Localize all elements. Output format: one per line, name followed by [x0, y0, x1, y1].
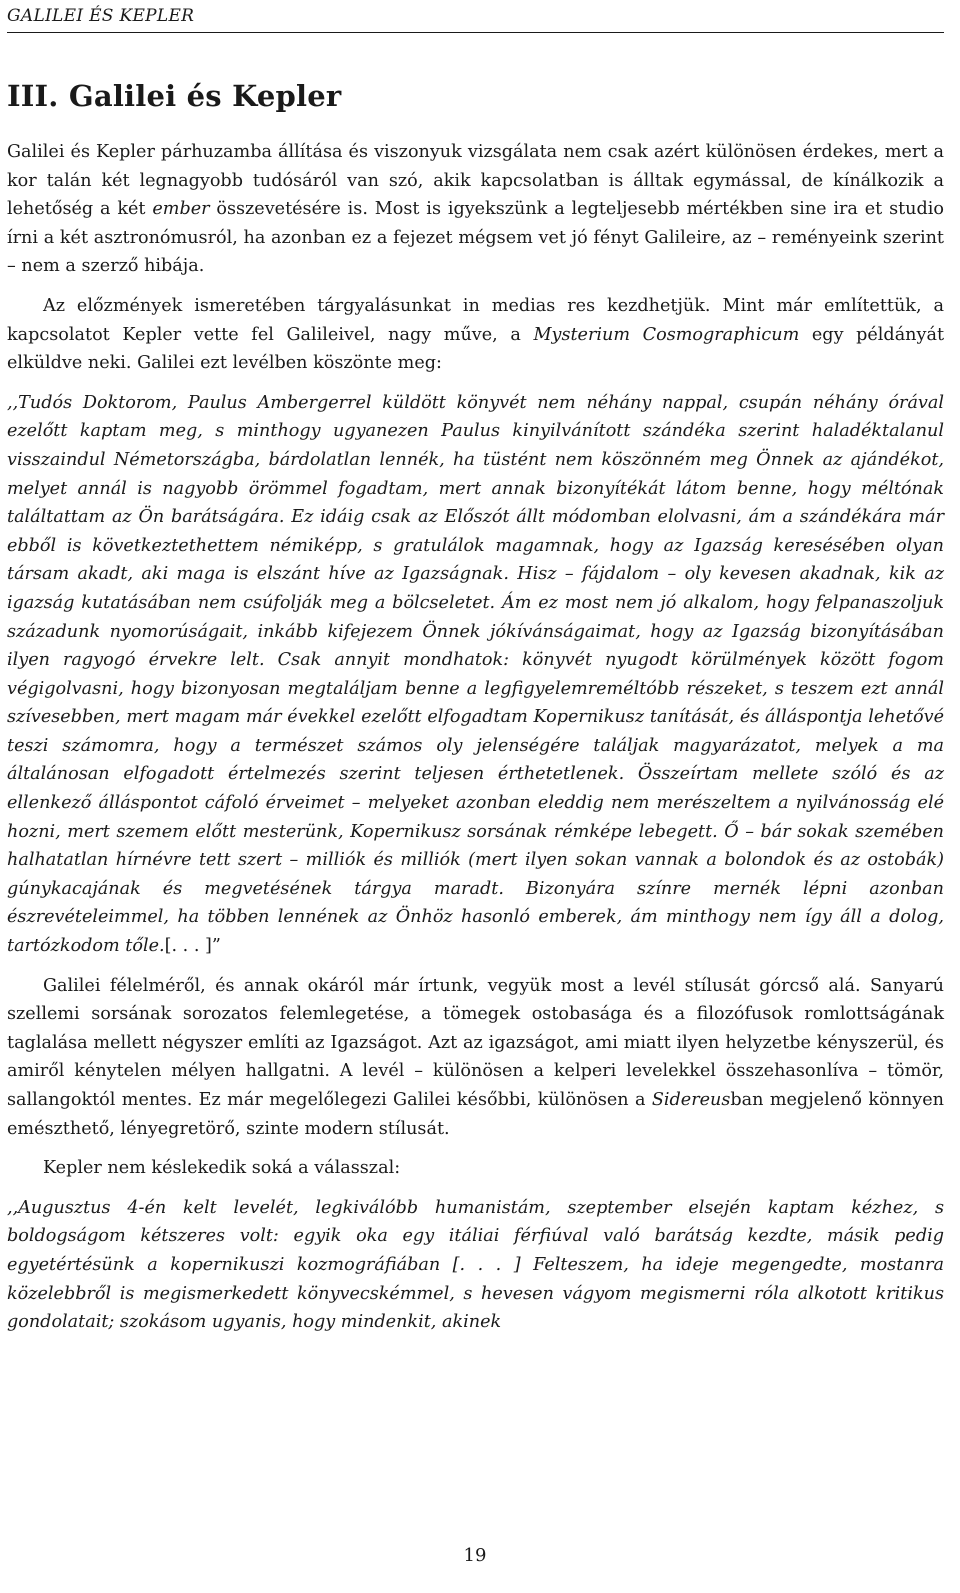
book-title-mysterium: Mysterium Cosmographicum: [533, 324, 800, 345]
body-text: [7, 138, 944, 1348]
page-number: 19: [463, 1545, 487, 1566]
running-title: GALILEI ÉS KEPLER: [7, 6, 195, 26]
quote-ellipsis: [. . . ]”: [164, 936, 221, 957]
running-header: [7, 6, 944, 33]
kepler-letter-quote: ,,Augusztus 4-én kelt levelét, legkiválóbb humanistám, szeptember elsején kaptam kézhez, s boldogságom kétszeres volt: egyik oka egy itáliai férfiúval való barátság kezdte, másik pedig egyetértésünk a kopernikuszi kozmográfiában [. . . ] Felteszem, ha ideje megengedte, mostanra közelebbről is megismerkedett könyvecskémmel, s hevesen vágyom megismerni róla alkotott kritikus gondolatait; szokásom ugyanis, hogy mindenkit, akinek: [7, 1197, 944, 1333]
emphasis-ember: ember: [152, 199, 210, 220]
paragraph-intro: Galilei és Kepler párhuzamba állítása és viszonyuk vizsgálata nem csak azért különösen érdekes, mert a kor talán két legnagyobb tudósáról van szó, akik kapcsolatban is álltak egymással, de kínálkozik a lehetőség a két ember összevetésére is. Most is igyekszünk a legteljesebb mértékben sine ira et studio írni a két asztronómusról, ha azonban ez a fejezet mégsem vet jó fényt Galileire, az – reményeink szerint – nem a szerző hibája.: [7, 142, 944, 277]
chapter-title: III. Galilei és Kepler: [7, 79, 342, 113]
galilei-letter-quote: ,,Tudós Doktorom, Paulus Ambergerrel küldött könyvét nem néhány nappal, csupán néhány órával ezelőtt kaptam meg, s minthogy ugyanezen Paulus kinyilvánított szándéka szerint haladéktalanul visszaindul Németországba, bárdolatlan lennék, ha tüstént nem köszönném meg Önnek az ajándékot, melyet annál is nagyobb örömmel fogadtam, mert annak bizonyítékát látom benne, hogy méltónak találtattam az Ön barátságára. Ez idáig csak az Előszót állt módomban elolvasni, ám a szándékára már ebből is következtethettem némiképp, s gratulálok magamnak, hogy az Igazság keresésében olyan társam akadt, aki maga is elszánt híve az Igazságnak. Hisz – fájdalom – oly kevesen akadnak, kik az igazság kutatásában nem csúfolják meg a bölcseletet. Ám ez most nem jó alkalom, hogy felpanaszoljuk századunk nyomorúságait, inkább kifejezem Önnek jókívánságaimat, hogy az Igazság bizonyításában ilyen ragyogó érvekre lelt. Csak annyit mondhatok: könyvét nyugodt körülmények között fogom végigolvasni, hogy bizonyosan megtaláljam benne a legfigyelemreméltóbb részeket, s teszem ezt annál szívesebben, mert magam már évekkel ezelőtt elfogadtam Kopernikusz tanítását, és álláspontja lehetővé teszi számomra, hogy a természet számos oly jelenségére találjak magyarázatot, melyek a ma általánosan elfogadott értelmezés szerint teljesen érthetetlenek. Összeírtam mellete szóló és az ellenkező álláspontot cáfoló érveimet – melyeket azonban eleddig nem merészeltem a nyilvánosság elé hozni, mert szemem előtt mesterünk, Kopernikusz sorsának rémképe lebegett. Ő – bár sokak szemében halhatatlan hírnévre tett szert – milliók és milliók (mert ilyen sokan vannak a bolondok és az ostobák) gúnykacajának és megvetésének tárgya maradt. Bizonyára színre mernék lépni azonban észrevételeimmel, ha többen lennének az Önhöz hasonló emberek, ám minthogy nem így áll a dolog, tartózkodom tőle.[. . . ]”: [7, 392, 944, 957]
book-title-sidereus: Sidereus: [651, 1090, 731, 1110]
paragraph-context: Az előzmények ismeretében tárgyalásunkat in medias res kezdhetjük. Mint már említettük, a kapcsolatot Kepler vette fel Galileivel, nagy műve, a Mysterium Cosmographicum egy példányát elküldve neki. Galilei ezt levélben köszönte meg:: [7, 295, 945, 374]
paragraph-style-analysis: Galilei félelméről, és annak okáról már írtunk, vegyük most a levél stílusát górcső alá. Sanyarú szellemi sorsának sorozatos felemlegetése, a tömegek ostobasága és a filozófusok romlottságának taglalása mellett négyszer említi az Igazságot. Azt az igazságot, ami miatt ilyen helyzetbe kényszerül, és amiről kénytelen mélyen hallgatni. A levél – különösen a kelperi levelekkel összehasonlíva – tömör, sallangoktól mentes. Ez már megelőlegezi Galilei későbbi, különösen a Sidereusban megjelenő könnyen emészthető, lényegretörő, szinte modern stílusát.: [7, 975, 944, 1139]
paragraph-kepler-reply: Kepler nem késlekedik soká a válasszal:: [43, 1158, 401, 1179]
